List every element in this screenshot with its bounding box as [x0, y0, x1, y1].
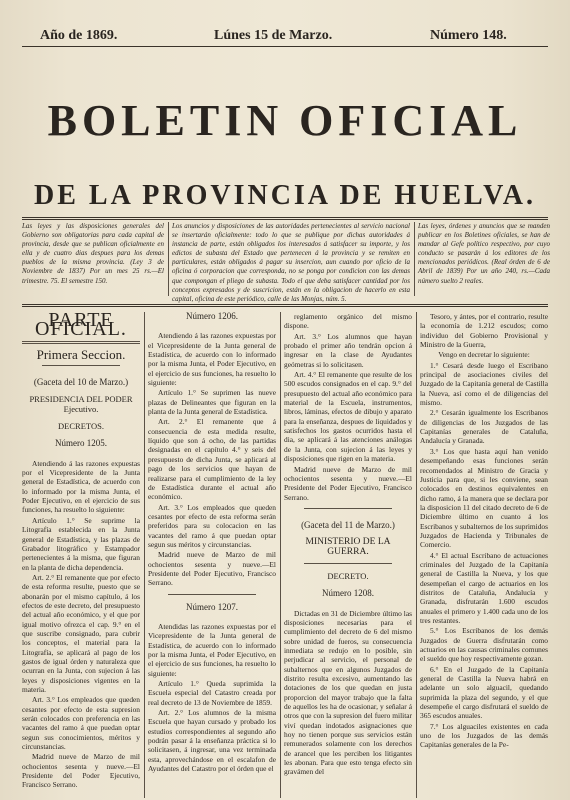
paragraph: Madrid nueve de Marzo de mil ochocientos sesenta y nueve.—El Presidente del Poder Ejecutivo, Francisco Serrano.: [22, 752, 140, 790]
gazette-date: (Gaceta del 11 de Marzo.): [301, 519, 395, 530]
column-3: [284, 312, 412, 798]
paragraph: Art. 3.° Los alumnos que hayan probado el primer año tendrán opcion á ingresar en la clase de Ayudantes geómetras si lo solicitasen.: [284, 331, 412, 369]
paragraph: Dictadas en 31 de Diciembre último las disposiciones necesarias para el cumplimiento del decreto de 6 del mismo sobre unidad de fueros, su consecuencia inmediata se redujo en lo posible, sin perjudicar al servicio, el personal de subalternos que en algunos Juzgados de distrito resulta excesivo, aumentando las dotaciones de los que quedan en justa proporcion del mayor trabajo que la falta de aquellos les ha de ocasionar, y señalar á otros que con la supresion del fuero militar viví quedan indotados asignaciones que hoy no tienen porque sus servicios están remunerados solamente con los derechos de arancel que les perciben los litigantes les abonan. Para que esto tenga efecto sin gravámen del: [284, 608, 412, 777]
paragraph: Art. 2.° El remanente que á consecuencia de esta medida resulte, líquido que son á ocho, de las partidas designadas en el capítulo 4.° y seis del presupuesto de dicha Junta, se aplicará al pago de los servicios que hayan de realizarse para el cumplimiento de la ley de Estadística durante el actual año económico.: [148, 417, 276, 502]
separator: [42, 365, 120, 366]
paragraph: Art. 2.° El remanente que por efecto de esta reforma resulte, puesto que se abonarán por el mismo capítulo, á los efectos de este decreto, del presupuesto del actual año económico, y el que por igual motivo ofrezca el cap. 9.° en el que suscribe consignado, para cubrir los conceptos, el material para la Litografía, se aplicará al pago de los gastos de igual órden y naturaleza que ocurran en la Junta, con sujecion á las leyes y disposiciones vigentes en la materia.: [22, 572, 140, 694]
separator: [168, 594, 256, 595]
paragraph: Art. 3.° Los empleados que queden cesantes por efecto de esta reforma serán preferidos para su colocacion en las vacantes del ramo á que puedan optar segun sus méritos y circunstancias.: [148, 502, 276, 549]
paragraph: reglamento orgánico del mismo dispone.: [284, 312, 412, 331]
separator: [304, 508, 392, 509]
paragraph: 7.° Los alguaciles existentes en cada uno de los Juzgados de las demás Capitanías generales de la Pe-: [420, 721, 548, 750]
section-title: PARTE OFICIAL.: [35, 309, 127, 341]
paragraph: Vengo en decretar lo siguiente:: [438, 350, 530, 360]
issue-date: Lúnes 15 de Marzo.: [214, 28, 333, 43]
paragraph: 3.° Los que hasta aquí han venido desempeñando esas funciones serán recomendados al Ministro de Gracia y Justicia para que, si les conviene, sean colocados en destinos equivalentes en dicho ramo, á la manera que se declara por la disposicion 11 del citado decreto de 6 de Diciembre último en cuanto á los Escribanos y subalternos de los suprimidos Juzgados de Hacienda y Tribunales de Comercio.: [420, 446, 548, 550]
paragraph: Artículo 1.° Se suprimen las nueve plazas de Delineantes que figuran en la planta de la Junta general de Estadística.: [148, 388, 276, 417]
paragraph: 6.° En el Juzgado de la Capitanía general de Castilla la Nueva habrá en adelante un solo alguacil, quedando suprimida la plaza del segundo, y el que desempeñe el cargo disfrutará el sueldo de 365 escudos anuales.: [420, 664, 548, 721]
gazette-date: (Gaceta del 10 de Marzo.): [33, 377, 129, 388]
column-1: [22, 309, 140, 798]
paragraph: Tesoro, y ántes, por el contrario, resulte la economía de 1.212 escudos; como individuo del Gobierno Provisional y Ministro de la Guerra,: [420, 312, 548, 350]
paragraph: Art. 2.° Los alumnos de la misma Escuela que hayan cursado y probado los estudios correspondientes al segundo año podrán pasar á la enseñanza práctica si lo solicitasen, á ingresar, una vez terminada esta, aprovechándose en el escalafon de Ayudantes del Catastro por el órden que el: [148, 708, 276, 774]
issue-number: Número 148.: [430, 28, 507, 43]
decree-number: Número 1207.: [186, 601, 238, 612]
notice-right: Las leyes, órdenes y anuncios que se manden publicar en los Boletines oficiales, se han de mandar al Gefe político respectivo, por cuyo conducto se pasarán á los editores de los mencionados periódicos. (Real órden de 6 de Abril de 1839) Por un año 240, rs.—Cada número suelto 2 reales.: [418, 222, 550, 285]
paragraph: Art. 4.° El remanente que resulte de los 500 escudos consignados en el cap. 9.° del presupuesto del actual año económico para material de la Escuela, instrumentos, libros, láminas, efectos de dibujo y aparato para la enseñanza, despues de liquidados y satisfechos los gastos ocurridos hasta el dia, se aplicará á las atenciones análogas de la Junta, con sujecion á las leyes y disposiciones que rigen en la materia.: [284, 370, 412, 464]
paragraph: Atendiendo á las razones expuestas por el Vicepresidente de la Junta general de Estadística, de acuerdo con lo informado por la misma Junta, el Poder Ejecutivo, en el ejercicio de sus funciones, ha resuelto lo siguiente:: [148, 331, 276, 388]
paragraph: Art. 3.° Los empleados que queden cesantes por efecto de esta supresion serán colocados con preferencia en las vacantes del ramo á que puedan optar segun sus conocimientos, méritos y circunstancias.: [22, 695, 140, 752]
paragraph: 4.° El actual Escribano de actuaciones criminales del Juzgado de la Capitanía general de Castilla la Nueva, y los que desempeñan el cargo de actuarios en los distritos de Cataluña, Andalucía y Granada, disfrutarán 1.600 escudos anuales el primero y 1.400 cada uno de los tres restantes.: [420, 550, 548, 625]
ministry-heading: MINISTERIO DE LA GUERRA.: [305, 537, 391, 557]
paragraph: Madrid nueve de Marzo de mil ochocientos sesenta y nueve.—El Presidente del Poder Ejecutivo, Francisco Serrano.: [284, 464, 412, 502]
decree-label: DECRETO.: [327, 570, 369, 581]
column-divider: [144, 312, 145, 798]
column-4: [420, 312, 548, 798]
paragraph: 5.° Los Escribanos de los demás Juzgados de Guerra disfrutarán como actuarios en las causas criminales comunes el sueldo que hoy respectivamente gozan.: [420, 626, 548, 664]
notice-divider: [414, 222, 415, 296]
newspaper-subtitle: DE LA PROVINCIA DE HUELVA.: [34, 180, 536, 211]
decree-number: Número 1208.: [322, 588, 374, 599]
paragraph: Artículo 1.° Se suprime la Litografía establecida en la Junta general de Estadística, y las plazas de Grabador litográfico y Estampador pertenecientes á la misma, que figuran en la planta de dicha dependencia.: [22, 515, 140, 572]
decree-label: DECRETOS.: [58, 421, 104, 432]
newspaper-title: BOLETIN OFICIAL: [47, 96, 523, 145]
notice-center: Los anuncios y disposiciones de las autoridades pertenecientes al servicio nacional se insertarán oficialmente: todo lo que se publique por dichas autoridades á instancia de parte, están obligados los interesados á satisfacer su importe, y los edictos de subasta del Estado que pertenecen á la provincia y se remiten en particulares, están obligados á pagar su insercion, aun cuando por oficio de la oficina ó corporacion que corresponda, no se ponga por condicion con las demas que compongan el pliego de subasta. Todo el que deba satisfacer cantidad por los conceptos expresados y de suscricion, están en la obligacion de hacerlo en esta capital, oficina de este periódico, calle de las Monjas, núm. 5.: [172, 222, 410, 303]
notice-left: Las leyes y las disposiciones generales del Gobierno son obligatorias para cada capital de provincia, desde que se publican oficialmente en ella y de cuatro dias despues para los demas pueblos de la misma provincia. (Ley 3 de Noviembre de 1837) Por un mes 25 rs.—El trimestre. 75. El semestre 150.: [22, 222, 164, 285]
paragraph: 2.° Cesarán igualmente los Escribanos de diligencias de los Juzgados de las Capitanías generales de Cataluña, Andalucía y Granada.: [420, 408, 548, 446]
separator: [304, 563, 392, 564]
column-divider: [416, 312, 417, 798]
header-rule: [22, 46, 548, 47]
paragraph: Atendidas las razones expuestas por el Vicepresidente de la Junta general de Estadística, de acuerdo con lo informado por la misma Junta, el Poder Ejecutivo, en el ejercicio de sus funciones, ha resuelto lo siguiente:: [148, 621, 276, 678]
decree-number: Número 1206.: [186, 311, 238, 321]
subsection-title: Primera Seccion.: [36, 346, 126, 362]
paragraph: 1.° Cesará desde luego el Escribano principal de asociaciones civiles del Juzgado de la Capitanía general de Castilla la Nueva, así como el de diligencias del mismo.: [420, 360, 548, 408]
notice-divider: [168, 222, 169, 296]
column-divider: [280, 312, 281, 798]
masthead-rule: [22, 217, 548, 220]
paragraph: Artículo 1.° Queda suprimida la Escuela especial del Catastro creada por real decreto de 13 de Noviembre de 1859.: [148, 679, 276, 707]
paragraph: Madrid nueve de Marzo de mil ochocientos sesenta y nueve.—El Presidente del Poder Ejecutivo, Francisco Serrano.: [148, 550, 276, 588]
issue-year: Año de 1869.: [40, 28, 118, 43]
column-2: [148, 312, 276, 798]
section-rule: [22, 341, 140, 344]
decree-number: Número 1205.: [55, 438, 107, 449]
ministry-heading: PRESIDENCIA DEL PODER Ejecutivo.: [29, 394, 133, 414]
paragraph: Atendiendo á las razones expuestas por el Vicepresidente de la Junta general de Estadística, de acuerdo con lo informado por la misma Junta, el Poder Ejecutivo, en el ejercicio de sus funciones, ha resuelto lo siguiente:: [22, 458, 140, 515]
notices-rule: [22, 304, 548, 307]
